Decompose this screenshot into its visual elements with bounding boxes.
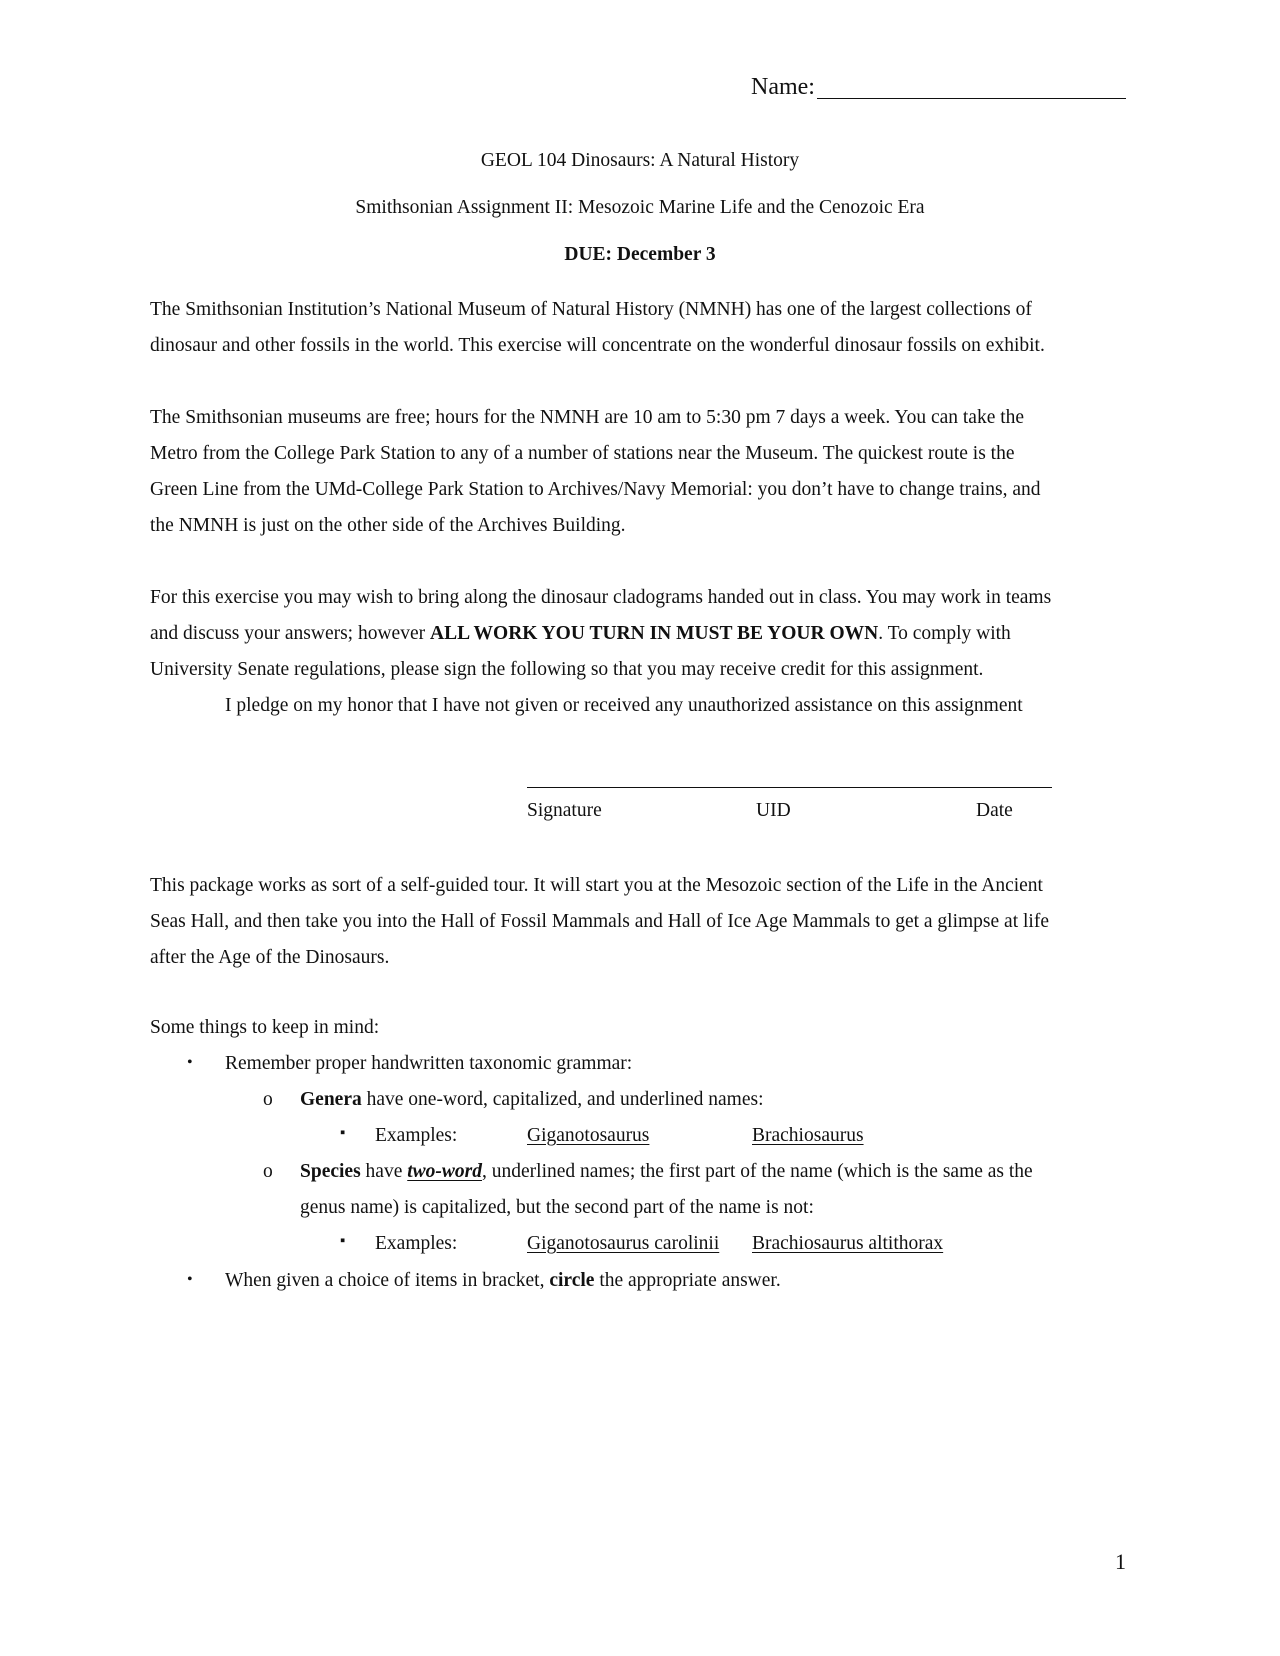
own-work-warning: ALL WORK YOU TURN IN MUST BE YOUR OWN: [429, 623, 879, 644]
exercise-paragraph: [150, 580, 1130, 724]
course-title: GEOL 104 Dinosaurs: A Natural History: [480, 150, 800, 171]
name-blank-line[interactable]: [817, 98, 1126, 99]
hours-line-1: The Smithsonian museums are free; hours for the NMNH are 10 am to 5:30 pm 7 days a week. You can take the: [150, 407, 1025, 428]
exercise-line-2-post: . To comply with: [878, 623, 1011, 644]
tour-paragraph: [150, 868, 1130, 976]
sub-bullet-icon: o: [263, 1089, 273, 1110]
exercise-line-2-pre: and discuss your answers; however: [150, 623, 430, 644]
species-have: have: [360, 1161, 408, 1182]
circle-answer-item: [225, 1270, 781, 1292]
hours-line-3: Green Line from the UMd-College Park Station to Archives/Navy Memorial: you don’t have to change trains, and: [150, 479, 1041, 500]
exercise-line-1: For this exercise you may wish to bring along the dinosaur cladograms handed out in class. You may work in teams: [150, 587, 1052, 608]
two-word-emphasis: two-word: [407, 1161, 482, 1182]
hours-line-2: Metro from the College Park Station to any of a number of stations near the Museum. The quickest route is the: [150, 443, 1015, 464]
page-number: 1: [1115, 1549, 1126, 1574]
species-description-2: genus name) is capitalized, but the second part of the name is not:: [300, 1197, 814, 1218]
tour-line-1: This package works as sort of a self-guided tour. It will start you at the Mesozoic section of the Life in the Ancient: [150, 875, 1043, 896]
species-description-1: , underlined names; the first part of the name (which is the same as the: [482, 1161, 1033, 1182]
hours-line-4: the NMNH is just on the other side of the Archives Building.: [150, 515, 626, 536]
bullet-icon: •: [187, 1054, 193, 1071]
bullet-icon: •: [187, 1271, 193, 1288]
date-label: Date: [976, 800, 1013, 821]
circle-term: circle: [549, 1270, 595, 1291]
name-label: Name:: [751, 74, 815, 100]
genera-description: have one-word, capitalized, and underlined names:: [361, 1089, 764, 1110]
exercise-line-2: [150, 616, 1130, 652]
tour-line-2: Seas Hall, and then take you into the Hall of Fossil Mammals and Hall of Ice Age Mammals to get a glimpse at life: [150, 911, 1049, 932]
genera-term: Genera: [300, 1089, 362, 1110]
uid-label: UID: [756, 800, 791, 821]
genus-example-giganotosaurus: Giganotosaurus: [527, 1125, 650, 1146]
signature-label: Signature: [527, 800, 602, 821]
hours-paragraph: [150, 400, 1130, 544]
exercise-line-3: University Senate regulations, please sign the following so that you may receive credit for this assignment.: [150, 659, 984, 680]
genera-rule: [300, 1089, 764, 1111]
species-rule: [300, 1161, 1033, 1183]
signature-line[interactable]: [527, 787, 1052, 788]
intro-line-2: dinosaur and other fossils in the world. This exercise will concentrate on the wonderful dinosaur fossils on exhibit.: [150, 335, 1045, 356]
sub-bullet-icon: o: [263, 1161, 273, 1182]
species-examples-label: Examples:: [375, 1233, 458, 1254]
due-date: DUE: December 3: [564, 244, 716, 265]
square-bullet-icon: ▪: [340, 1233, 346, 1249]
circle-item-pre: When given a choice of items in bracket,: [225, 1270, 550, 1291]
honor-pledge: I pledge on my honor that I have not given or received any unauthorized assistance on this assignment: [225, 695, 1023, 716]
tour-line-3: after the Age of the Dinosaurs.: [150, 947, 390, 968]
assignment-title: Smithsonian Assignment II: Mesozoic Marine Life and the Cenozoic Era: [355, 197, 925, 218]
circle-item-post: the appropriate answer.: [594, 1270, 781, 1291]
species-example-brachiosaurus-altithorax: Brachiosaurus altithorax: [752, 1233, 944, 1254]
taxonomic-grammar-item: Remember proper handwritten taxonomic grammar:: [225, 1053, 633, 1074]
keep-in-mind-heading: Some things to keep in mind:: [150, 1017, 380, 1038]
species-term: Species: [300, 1161, 361, 1182]
genus-examples-label: Examples:: [375, 1125, 458, 1146]
genus-example-brachiosaurus: Brachiosaurus: [752, 1125, 864, 1146]
intro-line-1: The Smithsonian Institution’s National Museum of Natural History (NMNH) has one of the largest collections of: [150, 299, 1032, 320]
species-example-giganotosaurus-carolinii: Giganotosaurus carolinii: [527, 1233, 720, 1254]
square-bullet-icon: ▪: [340, 1125, 346, 1141]
intro-paragraph: [150, 292, 1130, 364]
